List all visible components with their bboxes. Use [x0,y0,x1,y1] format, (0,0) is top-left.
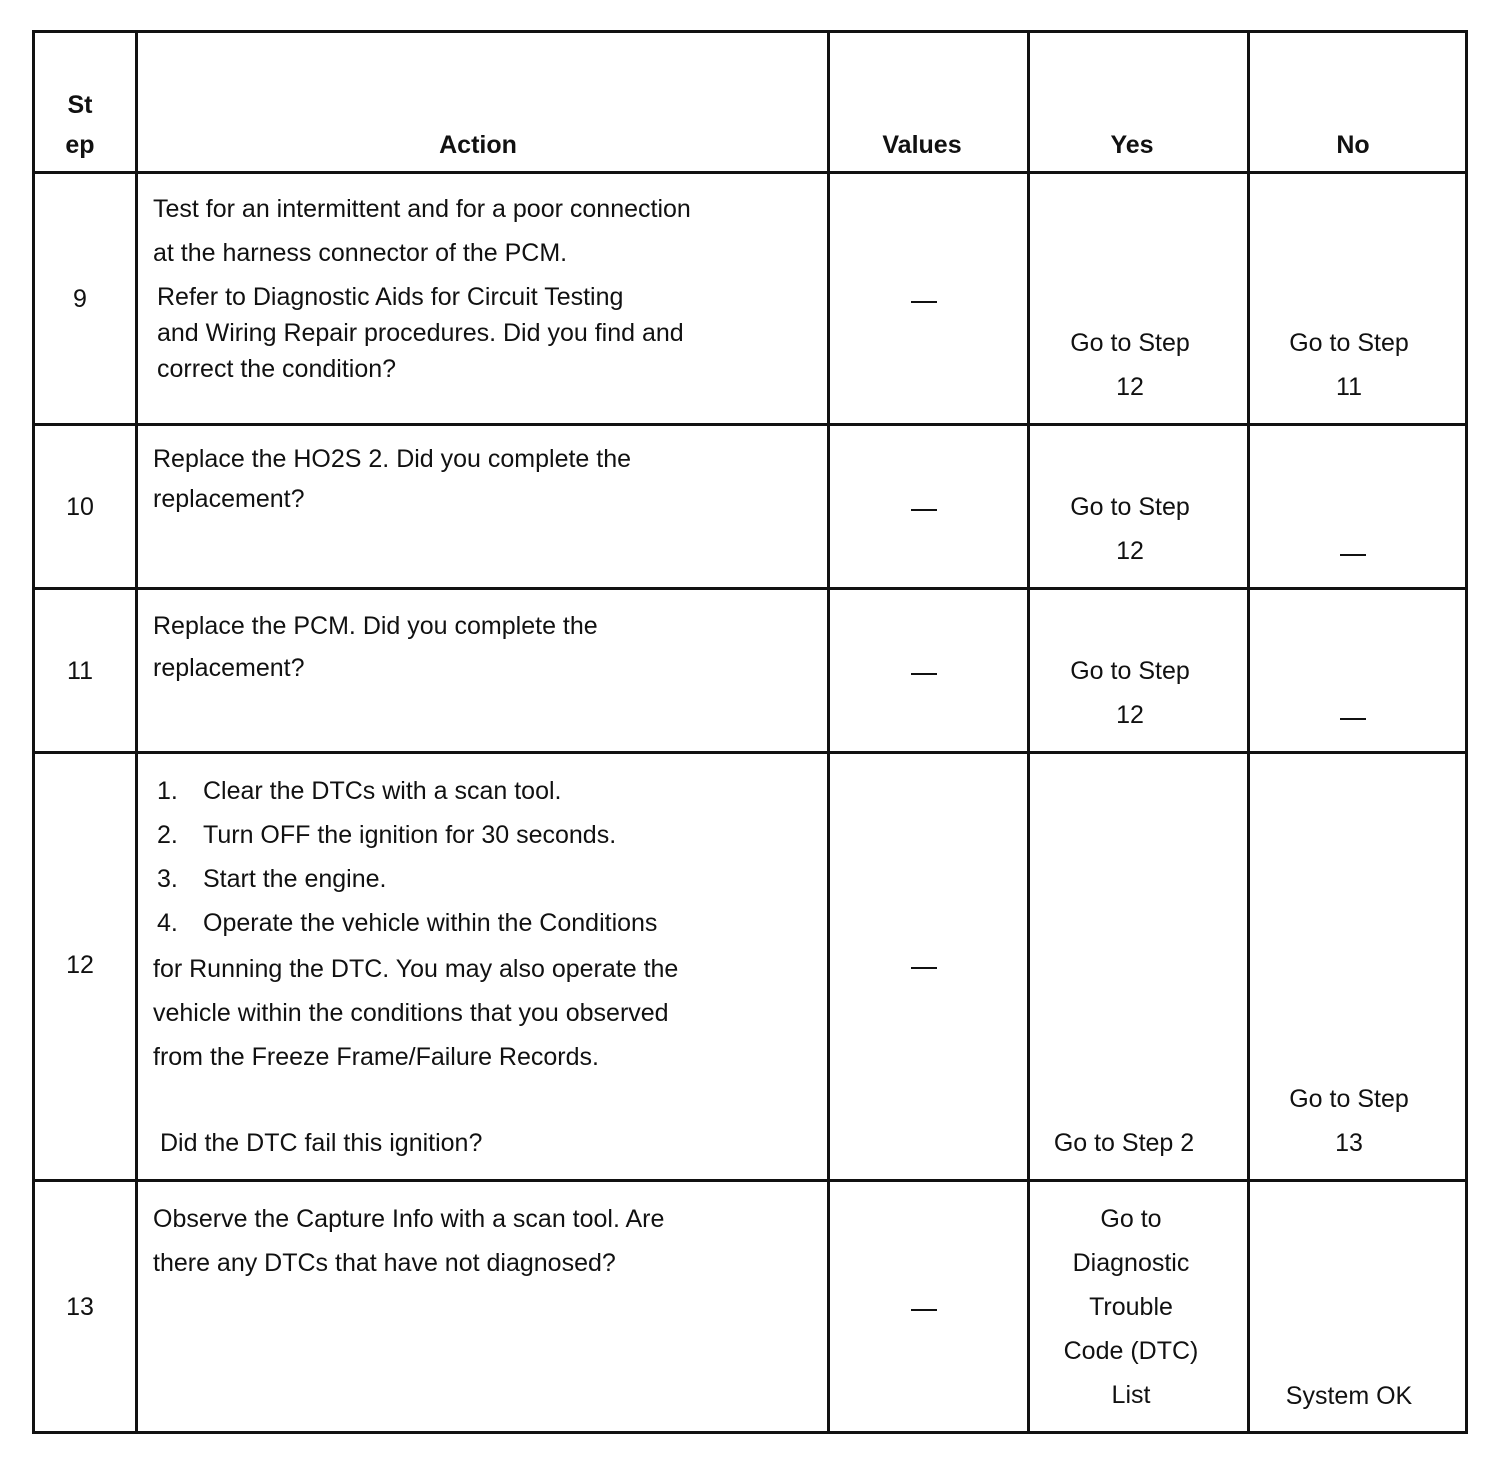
no-link[interactable]: Go to Step 13 [1289,1085,1409,1157]
no-link[interactable]: Go to Step 11 [1289,329,1409,401]
action-text: for Running the DTC. You may also operate the vehicle within the conditions that you observed from the Freeze Frame/Failure Records. [153,955,679,1071]
action-list-item: 4. Operate the vehicle within the Conditions [157,909,658,937]
step-number: 12 [66,951,94,979]
no-dash [1340,718,1366,720]
yes-link[interactable]: Go to Step 12 [1070,657,1190,729]
action-text: Test for an intermittent and for a poor connection at the harness connector of the PCM. [153,195,691,267]
row-divider [35,423,1465,426]
col-divider [1027,33,1030,1431]
row-divider [35,1179,1465,1182]
col-divider [135,33,138,1431]
values-dash [911,673,937,675]
no-dash [1340,554,1366,556]
header-yes: Yes [1110,131,1154,159]
action-list-item: 3. Start the engine. [157,865,387,893]
step-number: 11 [67,657,93,685]
col-divider [1247,33,1250,1431]
row-divider [35,171,1465,174]
header-step: St ep [65,91,95,159]
col-divider [827,33,830,1431]
row-divider [35,587,1465,590]
yes-link[interactable]: Go to Step 12 [1070,329,1190,401]
yes-link[interactable]: Go to Step 2 [1053,1129,1195,1157]
action-text: Refer to Diagnostic Aids for Circuit Testing and Wiring Repair procedures. Did you find and correct the condition? [157,283,684,383]
step-number: 13 [66,1293,94,1321]
step-number: 10 [66,493,94,521]
action-list-item: 2. Turn OFF the ignition for 30 seconds. [157,821,617,849]
action-question: Did the DTC fail this ignition? [160,1129,483,1157]
values-dash [911,967,937,969]
row-divider [35,751,1465,754]
header-action: Action [439,131,517,159]
step-number: 9 [73,285,87,313]
action-text: Replace the PCM. Did you complete the replacement? [153,612,598,682]
values-dash [911,509,937,511]
values-dash [911,301,937,303]
no-link[interactable]: System OK [1285,1382,1413,1410]
yes-link[interactable]: Go to Step 12 [1070,493,1190,565]
yes-link[interactable]: Go to Diagnostic Trouble Code (DTC) List [1063,1205,1199,1409]
header-no: No [1336,131,1370,159]
action-text: Replace the HO2S 2. Did you complete the replacement? [153,445,632,513]
diagnostic-table [32,30,1468,1434]
values-dash [911,1309,937,1311]
action-list-item: 1. Clear the DTCs with a scan tool. [157,777,562,805]
action-text: Observe the Capture Info with a scan tool. Are there any DTCs that have not diagnosed? [153,1205,665,1277]
header-values: Values [882,131,962,159]
